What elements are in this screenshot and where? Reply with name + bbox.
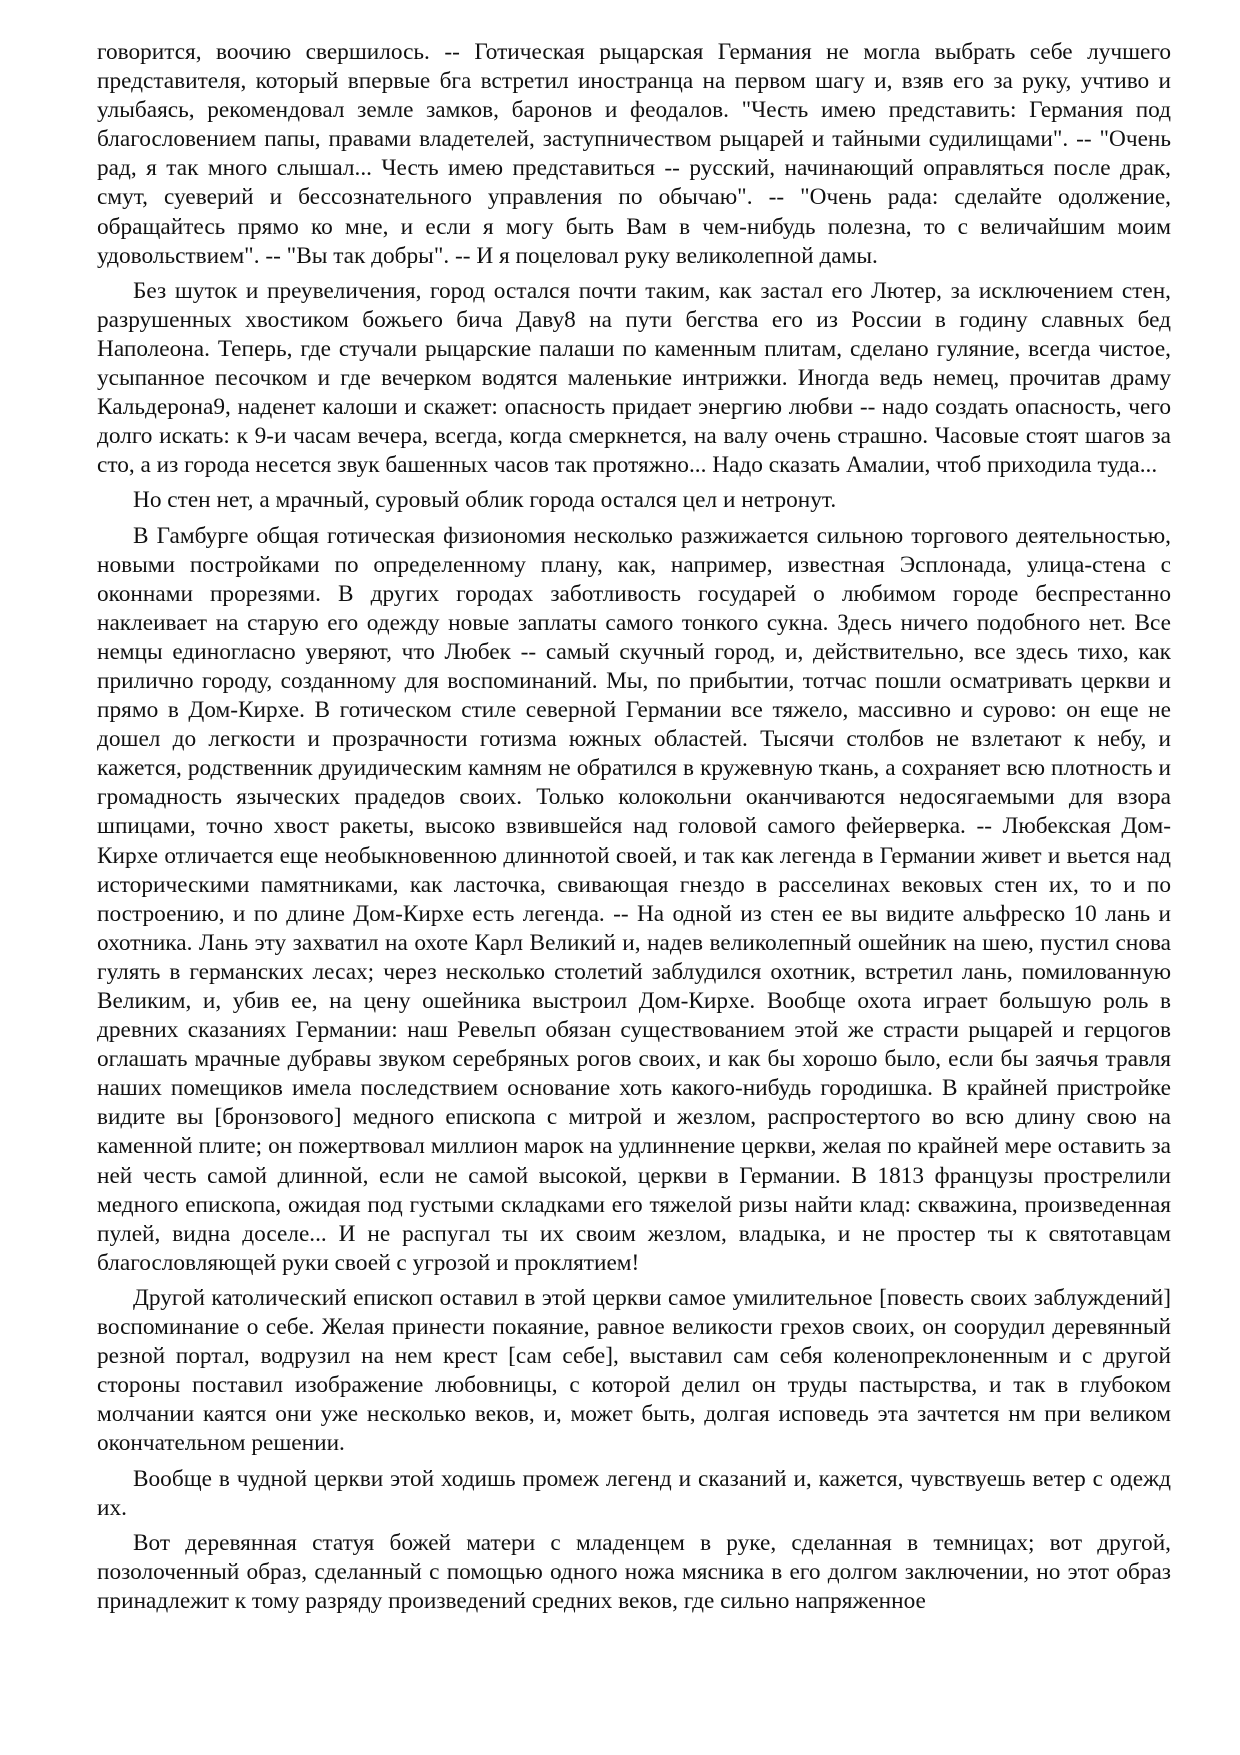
paragraph-7: Вот деревянная статуя божей матери с младенцем в руке, сделанная в темницах; вот другой, позолоченный образ, сделанный с помощью одного ножа мясника в его долгом заключении, но этот образ принадлежит к тому разряду произведений средних веков, где сильно напряженное [97,1529,1171,1614]
document-page [97,38,1171,1622]
paragraph-5: Другой католический епископ оставил в этой церкви самое умилительное [повесть своих заблуждений] воспоминание о себе. Желая принести покаяние, равное великости грехов своих, он соорудил деревянный резной портал, водрузил на нем крест [сам себе], выставил сам себя коленопреклоненным и с другой стороны поставил изображение любовницы, с которой делил он труды пастырства, и так в глубоком молчании каятся они уже несколько веков, и, может быть, долгая исповедь эта зачтется нм при великом окончательном решении. [97,1284,1171,1457]
paragraph-4: В Гамбурге общая готическая физиономия несколько разжижается сильною торгового деятельностью, новыми постройками по определенному плану, как, например, известная Эсплонада, улица-стена с оконнами прорезями. В других городах заботливость государей о любимом городе беспрестанно наклеивает на старую его одежду новые заплаты самого тонкого сукна. Здесь ничего подобного нет. Все немцы единогласно уверяют, что Любек -- самый скучный город, и, действительно, все здесь тихо, как прилично городу, созданному для воспоминаний. Мы, по прибытии, тотчас пошли осматривать церкви и прямо в Дом-Кирхе. В готическом стиле северной Германии все тяжело, массивно и сурово: он еще не дошел до легкости и прозрачности готизма южных областей. Тысячи столбов не взлетают к небу, и кажется, родственник друидическим камням не обратился в кружевную ткань, а сохраняет всю плотность и громадность языческих прадедов своих. Только колокольни оканчиваются недосягаемыми для взора шпицами, точно хвост ракеты, высоко взвившейся над головой самого фейерверка. -- Любекская Дом-Кирхе отличается еще необыкновенною длиннотой своей, и так как легенда в Германии живет и вьется над историческими памятниками, как ласточка, свивающая гнездо в расселинах вековых стен их, то и по построению, и по длине Дом-Кирхе есть легенда. -- На одной из стен ее вы видите альфреско 10 лань и охотника. Лань эту захватил на охоте Карл Великий и, надев великолепный ошейник на шею, пустил снова гулять в германских лесах; через несколько столетий заблудился охотник, встретил лань, помилованную Великим, и, убив ее, на цену ошейника выстроил Дом-Кирхе. Вообще охота играет большую роль в древних сказаниях Германии: наш Ревельп обязан существованием этой же страсти рыцарей и герцогов оглашать мрачные дубравы звуком серебряных рогов своих, и как бы хорошо было, если бы заячья травля наших помещиков имела последствием основание хоть какого-нибудь городишка. В крайней пристройке видите вы [бронзового] медного епископа с митрой и жезлом, распростертого во всю длину свою на каменной плите; он пожертвовал миллион марок на удлиннение церкви, желая по крайней мере оставить за ней честь самой длинной, если не самой высокой, церкви в Германии. В 1813 французы прострелили медного епископа, ожидая под густыми складками его тяжелой ризы найти клад: скважина, произведенная пулей, видна доселе... И не распугал ты их своим жезлом, владыка, и не простер ты к святотавцам благословляющей руки своей с угрозой и проклятием! [97,522,1171,1276]
paragraph-6: Вообще в чудной церкви этой ходишь промеж легенд и сказаний и, кажется, чувствуешь ветер с одежд их. [97,1465,1171,1521]
paragraph-2: Без шуток и преувеличения, город остался почти таким, как застал его Лютер, за исключением стен, разрушенных хвостиком божьего бича Даву8 на пути бегства его из России в годину славных бед Наполеона. Теперь, где стучали рыцарские палаши по каменным плитам, сделано гуляние, всегда чистое, усыпанное песочком и где вечерком водятся маленькие интрижки. Иногда ведь немец, прочитав драму Кальдерона9, наденет калоши и скажет: опасность придает энергию любви -- надо создать опасность, чего долго искать: к 9-и часам вечера, всегда, когда смеркнется, на валу очень страшно. Часовые стоят шагов за сто, а из города несется звук башенных часов так протяжно... Надо сказать Амалии, чтоб приходила туда... [97,277,1171,479]
paragraph-1: говорится, воочию свершилось. -- Готическая рыцарская Германия не могла выбрать себе лучшего представителя, который впервые бга встретил иностранца на первом шагу и, взяв его за руку, учтиво и улыбаясь, рекомендовал земле замков, баронов и феодалов. "Честь имею представить: Германия под благословением папы, правами владетелей, заступничеством рыцарей и тайными судилищами". -- "Очень рад, я так много слышал... Честь имею представиться -- русский, начинающий оправляться после драк, смут, суеверий и бессознательного управления по обычаю". -- "Очень рада: сделайте одолжение, обращайтесь прямо ко мне, и если я могу быть Вам в чем-нибудь полезна, то с величайшим моим удовольствием". -- "Вы так добры". -- И я поцеловал руку великолепной дамы. [97,39,1171,269]
paragraph-3: Но стен нет, а мрачный, суровый облик города остался цел и нетронут. [133,487,837,514]
